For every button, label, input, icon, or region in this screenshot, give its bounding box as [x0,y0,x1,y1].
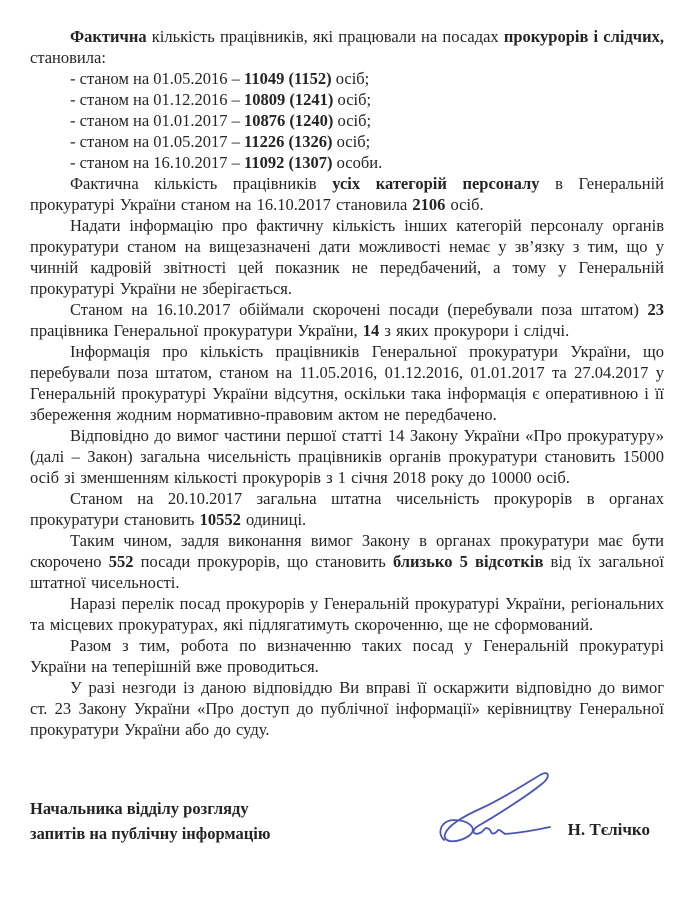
list-item: - станом на 01.01.2017 – 10876 (1240) осіб; [70,111,372,130]
handwritten-signature-icon [434,770,569,858]
signatory-title [30,796,270,846]
list-item: - станом на 01.05.2017 – 11226 (1326) осіб; [70,132,371,151]
paragraph: Станом на 20.10.2017 загальна штатна чисельність прокурорів в органах прокуратури становить 10552 одиниці. [30,489,664,529]
paragraph: Інформація про кількість працівників Генеральної прокуратури України, що перебували поза штатом, станом на 11.05.2016, 01.12.2016, 01.01.2017 та 27.04.2017 у Генеральній прокуратурі України відсутня, оскільки така інформація є оперативною і її збереження жодним нормативно-правовим актом не передбачено. [30,342,664,424]
paragraph: Відповідно до вимог частини першої статті 14 Закону України «Про прокуратуру» (далі – Закон) загальна чисельність працівників органів прокуратури становить 15000 осіб зі зменшенням кількості прокурорів з 1 січня 2018 року до 10000 осіб. [30,426,664,487]
paragraph: У разі незгоди із даною відповіддю Ви вправі її оскаржити відповідно до вимог ст. 23 Закону України «Про доступ до публічної інформації» керівництву Генеральної прокуратури України або до суду. [30,678,664,739]
document-body [30,26,664,740]
list-item: - станом на 16.10.2017 – 11092 (1307) особи. [70,153,383,172]
paragraph: Фактична кількість працівників усіх категорій персоналу в Генеральній прокуратурі України станом на 16.10.2017 становила 2106 осіб. [30,174,664,214]
signatory-title-line-1: Начальника відділу розгляду [30,799,249,818]
signature-block [30,792,664,902]
paragraph: Надати інформацію про фактичну кількість інших категорій персоналу органів прокуратури станом на вищезазначені дати можливості немає у зв’язку з тим, що у чинній кадровій звітності цей показник не передбачений, а тому у Генеральній прокуратурі України не зберігається. [30,216,664,298]
paragraph: Таким чином, задля виконання вимог Закону в органах прокуратури має бути скорочено 552 посади прокурорів, що становить близько 5 відсотків від їх загальної штатної чисельності. [30,531,664,592]
paragraph: Фактична кількість працівників, які працювали на посадах прокурорів і слідчих, становила: [30,27,664,67]
paragraph: Разом з тим, робота по визначенню таких посад у Генеральній прокуратурі України на теперішній вже проводиться. [30,636,664,676]
paragraph: Наразі перелік посад прокурорів у Генеральній прокуратурі України, регіональних та місцевих прокуратурах, які підлягатимуть скороченню, ще не сформований. [30,594,664,634]
list-item: - станом на 01.12.2016 – 10809 (1241) осіб; [70,90,372,109]
signatory-title-line-2: запитів на публічну інформацію [30,824,271,843]
paragraph: Станом на 16.10.2017 обіймали скорочені посади (перебували поза штатом) 23 працівника Генеральної прокуратури України, 14 з яких прокурори і слідчі. [30,300,664,340]
list-item: - станом на 01.05.2016 – 11049 (1152) осіб; [70,69,370,88]
signatory-name: Н. Тєлічко [567,820,650,839]
